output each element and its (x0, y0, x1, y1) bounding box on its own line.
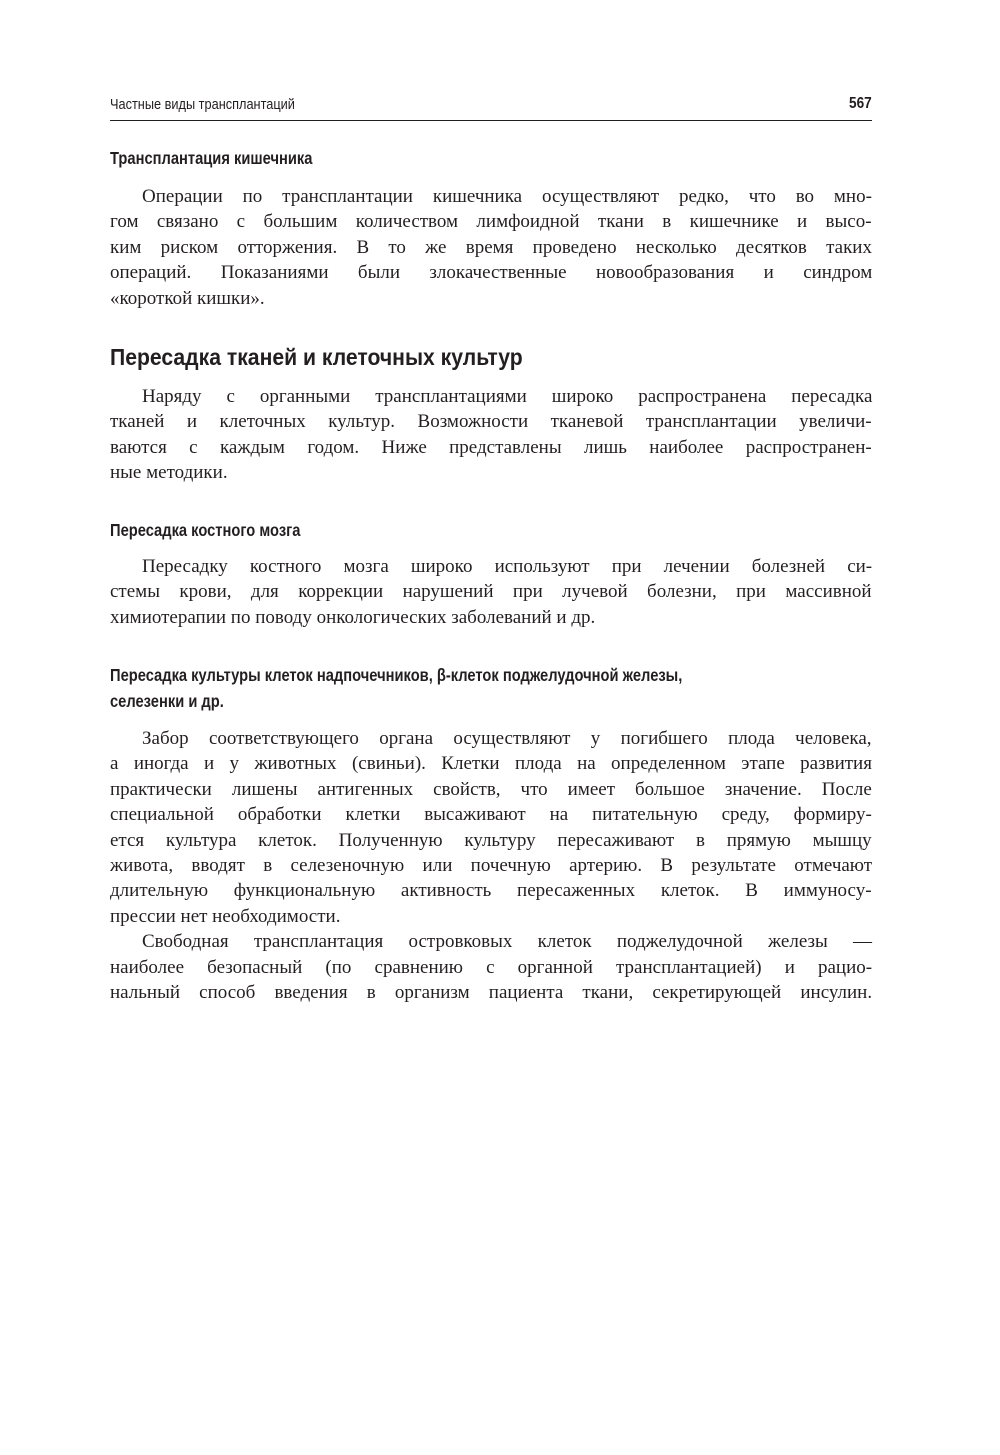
line-text: живота, вводят в селезеночную или почечную артерию. В результате отмечают (110, 854, 873, 876)
line-text: прессии нет необходимости. (110, 905, 341, 927)
text-line (110, 235, 872, 260)
line-text: Свободная трансплантация островковых клеток поджелудочной железы — (142, 931, 873, 953)
text-line (110, 853, 872, 878)
line-text: Операции по трансплантации кишечника осуществляют редко, что во мно- (142, 186, 872, 207)
line-text: Пересадку костного мозга широко используют при лечении болезней си- (142, 556, 873, 577)
text-line (110, 904, 872, 929)
line-text: специальной обработки клетки высаживают на питательную среду, формиру- (110, 804, 872, 826)
line-text: химиотерапии по поводу онкологических заболеваний и др. (110, 606, 596, 628)
line-text: Забор соответствующего органа осуществляют у погибшего плода человека, (142, 728, 872, 749)
line-text: длительную функциональную активность пересаженных клеток. В иммуносу- (110, 880, 872, 902)
line-text: «короткой кишки». (110, 287, 265, 309)
text-line (110, 751, 872, 776)
text-line (110, 605, 872, 630)
running-header (110, 92, 872, 121)
text-line (110, 955, 872, 980)
chapter-section (110, 342, 872, 372)
section-bone-marrow (110, 517, 872, 543)
section-cell-culture (110, 662, 872, 714)
section-heading: Трансплантация кишечника (110, 148, 313, 168)
section-heading-line: Пересадка культуры клеток надпочечников, β-клеток поджелудочной железы, (110, 665, 683, 685)
line-text: операций. Показаниями были злокачественные новообразования и синдром (110, 262, 873, 284)
text-line (110, 260, 872, 285)
line-text: практически лишены антигенных свойств, что имеет большое значение. После (110, 778, 872, 800)
text-line (110, 777, 872, 802)
text-line (110, 384, 872, 409)
section-intestine (110, 145, 872, 171)
text-line (110, 554, 872, 579)
line-text: гом связано с большим количеством лимфоидной ткани в кишечнике и высо- (110, 211, 872, 233)
line-text: тканей и клеточных культур. Возможности тканевой трансплантации увеличи- (110, 411, 872, 433)
text-line (110, 878, 872, 903)
text-line (110, 460, 872, 485)
line-text: ется культура клеток. Полученную культуру пересаживают в прямую мышцу (110, 829, 872, 851)
text-line (110, 929, 872, 954)
chapter-heading: Пересадка тканей и клеточных культур (110, 344, 523, 370)
text-line (110, 980, 872, 1005)
paragraph (110, 554, 872, 630)
line-text: ные методики. (110, 462, 228, 484)
line-text: ваются с каждым годом. Ниже представлены лишь наиболее распространен- (110, 436, 872, 458)
line-text: Наряду с органными трансплантациями широко распространена пересадка (142, 386, 873, 407)
text-line (110, 184, 872, 209)
paragraph (110, 184, 872, 311)
line-text: ким риском отторжения. В то же время проведено несколько десятков таких (110, 236, 872, 258)
section-heading: Пересадка костного мозга (110, 520, 301, 540)
text-line (110, 579, 872, 604)
text-line (110, 409, 872, 434)
text-line (110, 726, 872, 751)
line-text: нальный способ введения в организм пациента ткани, секретирующей инсулин. (110, 981, 873, 1003)
text-line (110, 209, 872, 234)
paragraph (110, 726, 872, 1005)
text-line (110, 286, 872, 311)
line-text: стемы крови, для коррекции нарушений при лучевой болезни, при массивной (110, 581, 872, 603)
text-line (110, 435, 872, 460)
section-heading-line: селезенки и др. (110, 691, 224, 711)
text-line (110, 802, 872, 827)
page-number: 567 (849, 95, 872, 112)
running-title: Частные виды трансплантаций (110, 96, 295, 113)
paragraph (110, 384, 872, 486)
text-line (110, 828, 872, 853)
line-text: а иногда и у животных (свиньи). Клетки плода на определенном этапе развития (110, 753, 872, 775)
line-text: наиболее безопасный (по сравнению с органной трансплантацией) и рацио- (110, 956, 873, 978)
